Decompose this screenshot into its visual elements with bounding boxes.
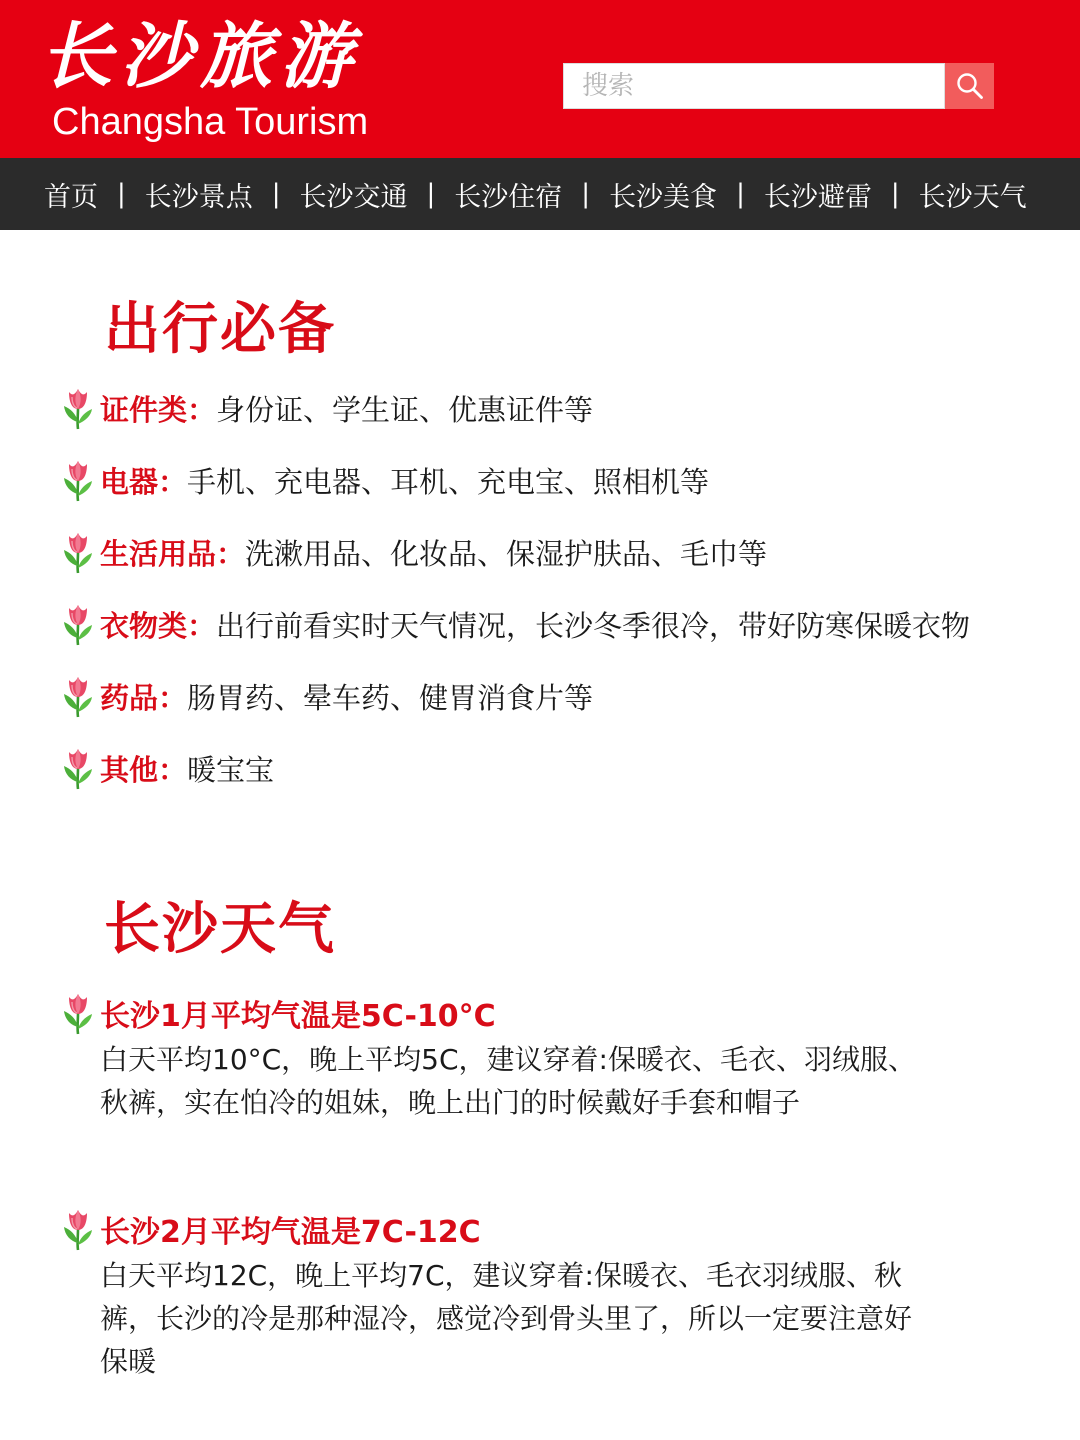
item-label: 其他： [100,752,188,787]
item-label: 证件类： [100,392,217,427]
nav-item-food[interactable]: 长沙美食 [609,181,718,213]
site-header [0,0,1080,158]
nav-item-weather[interactable]: 长沙天气 [918,181,1027,213]
nav-separator: | [271,179,281,209]
list-item [60,516,1070,588]
nav-separator: | [890,179,900,209]
list-item [60,444,1070,516]
item-value: 出行前看实时天气情况，长沙冬季很冷，带好防寒保暖衣物 [216,608,971,643]
nav-item-transport[interactable]: 长沙交通 [299,181,408,213]
item-label: 生活用品： [100,536,246,571]
list-item [60,372,1070,444]
tulip-icon [60,458,96,502]
tulip-icon [60,386,96,430]
list-item [60,588,1070,660]
item-value: 暖宝宝 [187,752,275,787]
section-title-travel-essentials: 出行必备 [104,297,336,362]
item-value: 身份证、学生证、优惠证件等 [216,392,594,427]
item-value: 洗漱用品、化妆品、保湿护肤品、毛巾等 [245,536,768,571]
nav-item-lodging[interactable]: 长沙住宿 [454,181,563,213]
weather-entry-title: 长沙2月平均气温是7C-12C [100,1215,481,1250]
section-title-weather: 长沙天气 [104,897,336,962]
nav-separator: | [117,179,126,209]
nav-separator: | [736,179,745,209]
weather-entry-description: 白天平均10°C，晚上平均5C，建议穿着:保暖衣、毛衣、羽绒服、秋裤，实在怕冷的姐妹，晚上出门的时候戴好手套和帽子 [100,1043,916,1119]
nav-item-attractions[interactable]: 长沙景点 [144,181,253,213]
tulip-icon [60,530,96,574]
packing-list [60,372,1070,804]
main-nav [0,158,1080,230]
tulip-icon [60,991,96,1035]
item-value: 肠胃药、晕车药、健胃消食片等 [187,680,594,715]
nav-item-pitfalls[interactable]: 长沙避雷 [763,181,872,213]
item-value: 手机、充电器、耳机、充电宝、照相机等 [187,464,710,499]
tulip-icon [60,746,96,790]
weather-entry-header [60,990,960,1036]
list-item [60,660,1070,732]
nav-item-home[interactable]: 首页 [44,181,98,213]
nav-separator: | [426,179,436,209]
tulip-icon [60,1207,96,1251]
tulip-icon [60,602,96,646]
search-icon [955,71,985,101]
weather-entry-description: 白天平均12C，晚上平均7C，建议穿着:保暖衣、毛衣羽绒服、秋裤，长沙的冷是那种湿冷，感觉冷到骨头里了，所以一定要注意好保暖 [100,1259,913,1378]
tulip-icon [60,674,96,718]
item-label: 电器： [100,464,188,499]
weather-entry [60,990,960,1124]
weather-entry-header [60,1206,960,1252]
search-button[interactable] [945,63,994,109]
item-label: 衣物类： [100,608,217,643]
search-input[interactable] [580,70,928,102]
nav-separator: | [581,179,591,209]
site-logo-en: Changsha Tourism [52,101,369,143]
weather-entry [60,1206,960,1383]
list-item [60,732,1070,804]
site-logo-cn[interactable]: 长沙旅游 [40,13,361,98]
weather-entry-title: 长沙1月平均气温是5C-10°C [100,999,496,1034]
item-label: 药品： [100,680,188,715]
search-box [563,63,945,109]
